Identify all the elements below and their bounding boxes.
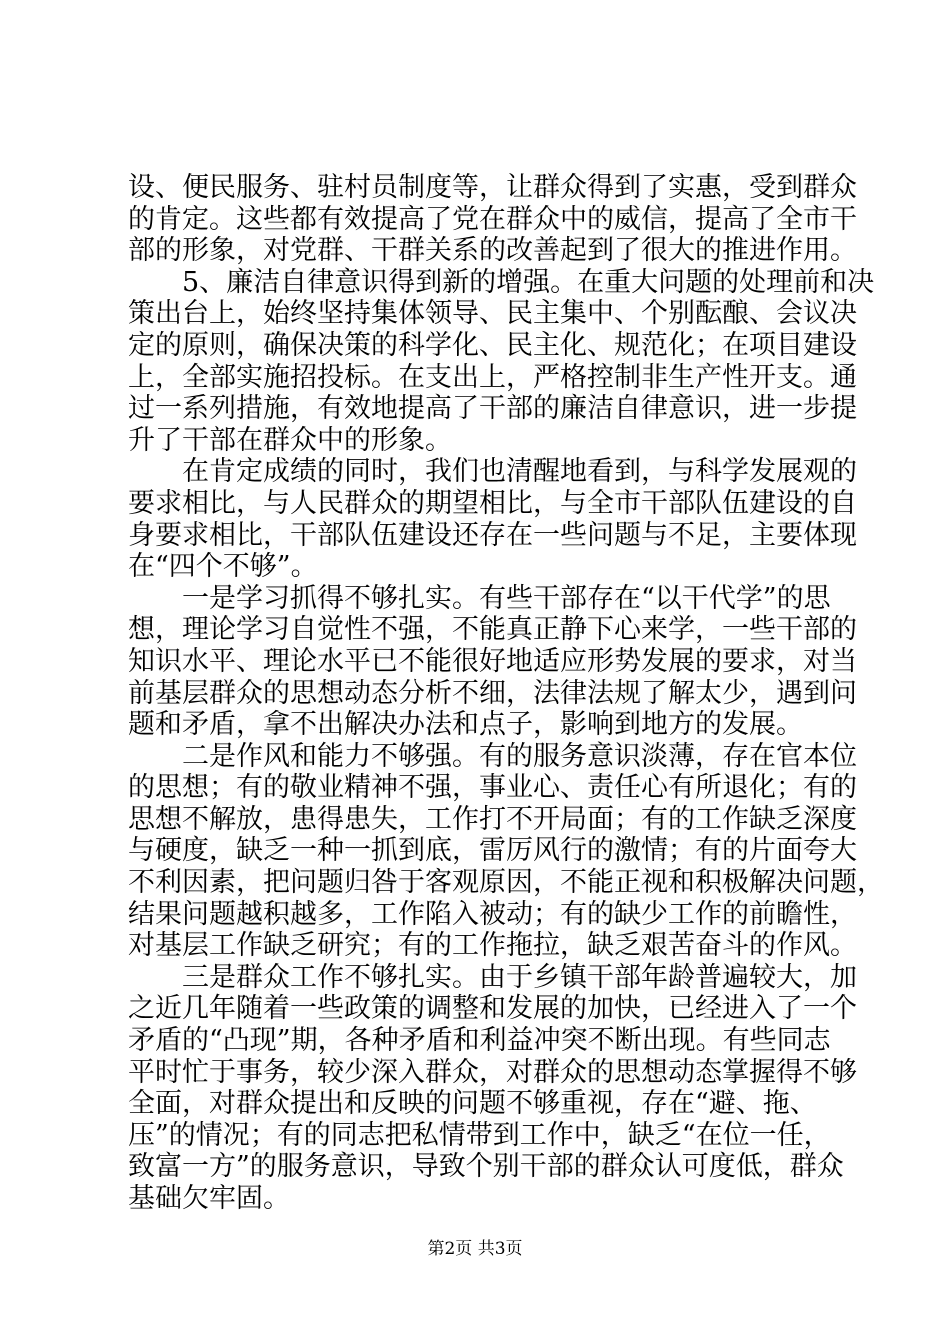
text-line: 二是作风和能力不够强。有的服务意识淡薄，存在官本位	[182, 740, 857, 772]
text-line: 想，理论学习自觉性不强，不能真正静下心来学，一些干部的	[128, 614, 857, 646]
text-line: 平时忙于事务，较少深入群众，对群众的思想动态掌握得不够	[128, 1056, 857, 1088]
text-line: 结果问题越积越多，工作陷入被动；有的缺少工作的前瞻性，	[128, 898, 857, 930]
text-line: 要求相比，与人民群众的期望相比，与全市干部队伍建设的自	[128, 487, 857, 519]
text-line: 策出台上，始终坚持集体领导、民主集中、个别酝酿、会议决	[128, 298, 857, 330]
text-line: 知识水平、理论水平已不能很好地适应形势发展的要求，对当	[128, 645, 857, 677]
text-line: 致富一方”的服务意识，导致个别干部的群众认可度低，群众	[128, 1151, 844, 1183]
text-line: 身要求相比，干部队伍建设还存在一些问题与不足，主要体现	[128, 519, 857, 551]
text-line: 前基层群众的思想动态分析不细，法律法规了解太少，遇到问	[128, 677, 857, 709]
text-line: 5、廉洁自律意识得到新的增强。在重大问题的处理前和决	[182, 266, 875, 298]
text-line: 之近几年随着一些政策的调整和发展的加快，已经进入了一个	[128, 993, 857, 1025]
paragraph	[128, 172, 857, 267]
text-line: 一是学习抓得不够扎实。有些干部存在“以干代学”的思	[182, 582, 831, 614]
text-line: 不利因素，把问题归咎于客观原因，不能正视和积极解决问题，	[128, 867, 884, 899]
text-line: 压”的情况；有的同志把私情带到工作中，缺乏“在位一任，	[128, 1119, 831, 1151]
paragraph	[128, 266, 875, 457]
text-line: 在肯定成绩的同时，我们也清醒地看到，与科学发展观的	[182, 456, 857, 488]
text-line: 与硬度，缺乏一种一抓到底，雷厉风行的激情；有的片面夸大	[128, 835, 857, 867]
text-line: 矛盾的“凸现”期，各种矛盾和利益冲突不断出现。有些同志	[128, 1025, 831, 1057]
paragraph	[128, 740, 884, 962]
text-line: 上，全部实施招投标。在支出上，严格控制非生产性开支。通	[128, 361, 857, 393]
paragraph	[128, 961, 857, 1215]
document-body	[128, 172, 884, 1215]
text-line: 设、便民服务、驻村员制度等，让群众得到了实惠，受到群众	[128, 172, 857, 203]
text-line: 基础欠牢固。	[128, 1183, 290, 1214]
text-line: 定的原则，确保决策的科学化、民主化、规范化；在项目建设	[128, 329, 857, 361]
text-line: 的肯定。这些都有效提高了党在群众中的威信，提高了全市干	[128, 203, 857, 235]
text-line: 在“四个不够”。	[128, 551, 318, 583]
paragraph	[128, 456, 857, 583]
paragraph	[128, 582, 857, 741]
text-line: 对基层工作缺乏研究；有的工作拖拉，缺乏艰苦奋斗的作风。	[128, 930, 857, 962]
text-line: 思想不解放，患得患失，工作打不开局面；有的工作缺乏深度	[128, 803, 857, 835]
text-line: 过一系列措施，有效地提高了干部的廉洁自律意识，进一步提	[128, 393, 857, 425]
page-footer: 第2页 共3页	[427, 1239, 523, 1259]
text-line: 部的形象，对党群、干群关系的改善起到了很大的推进作用。	[128, 235, 857, 267]
text-line: 题和矛盾，拿不出解决办法和点子，影响到地方的发展。	[128, 709, 803, 741]
text-line: 升了干部在群众中的形象。	[128, 424, 452, 456]
text-line: 的思想；有的敬业精神不强，事业心、责任心有所退化；有的	[128, 772, 857, 804]
text-line: 三是群众工作不够扎实。由于乡镇干部年龄普遍较大，加	[182, 961, 857, 993]
text-line: 全面，对群众提出和反映的问题不够重视，存在“避、拖、	[128, 1088, 817, 1120]
